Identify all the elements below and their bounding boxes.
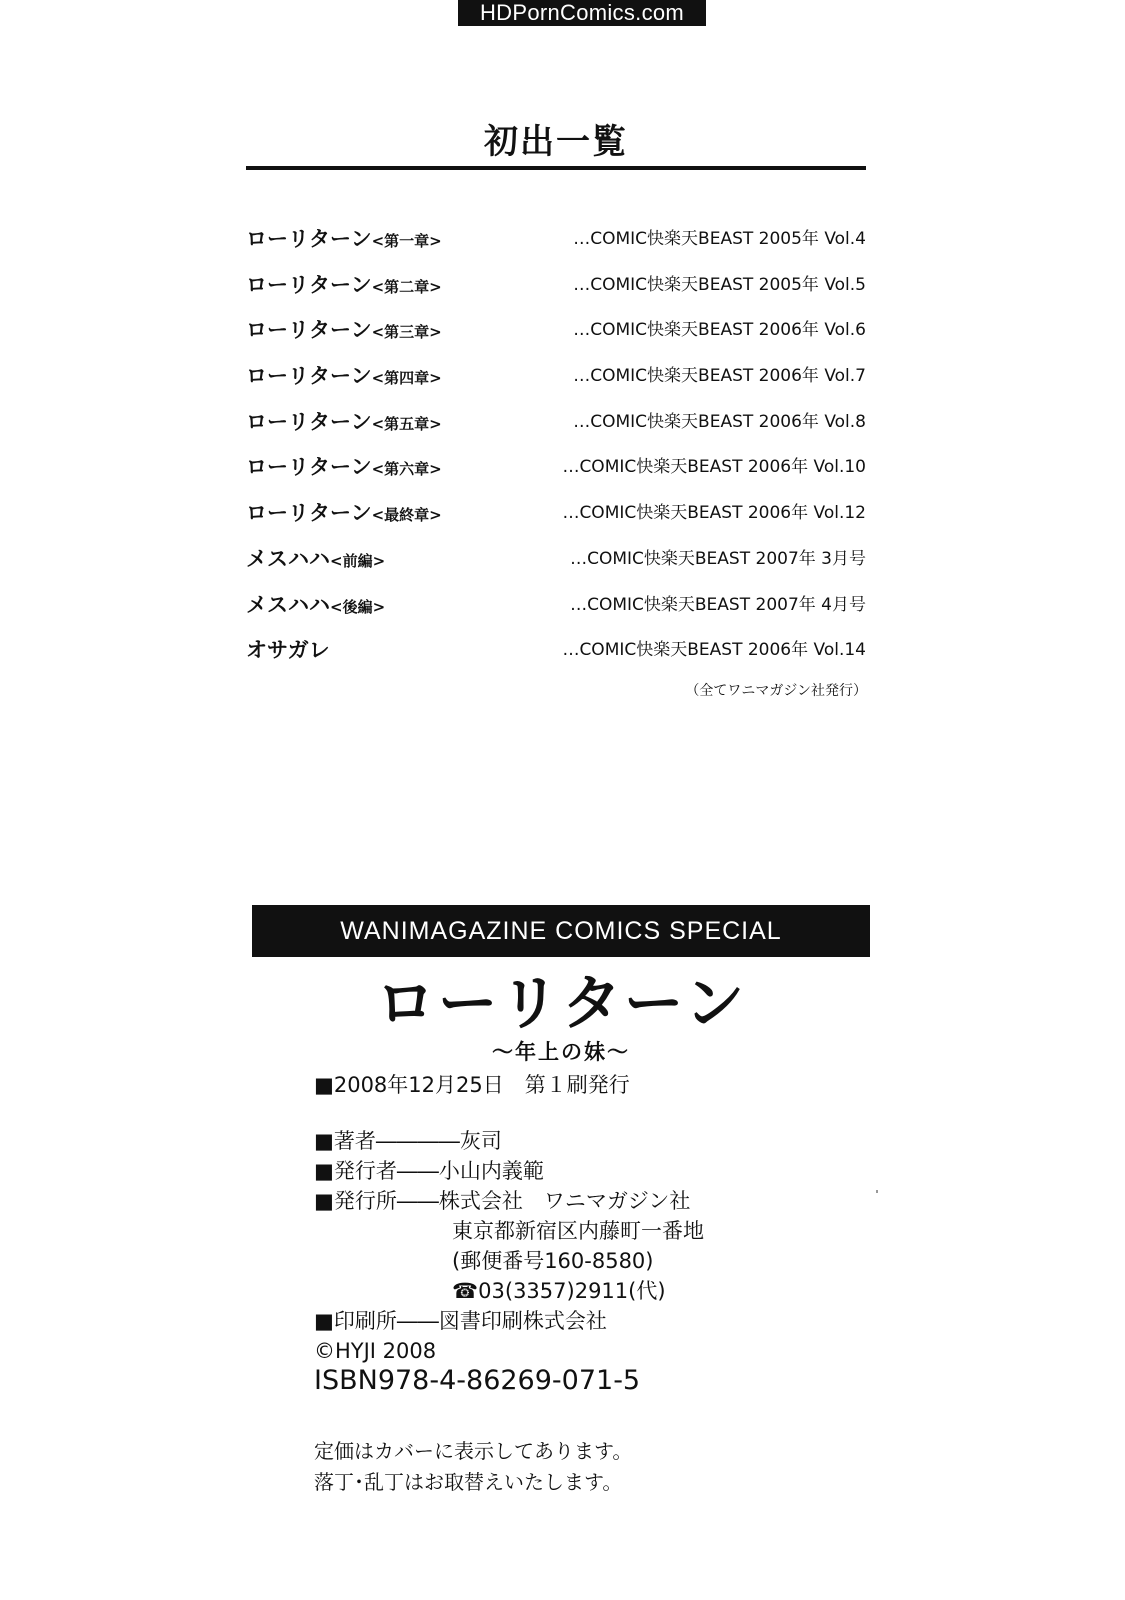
publication-date: ■2008年12月25日 第１刷発行 — [314, 1073, 630, 1097]
story-title: ローリターン<第四章> — [246, 364, 442, 389]
scan-speck — [876, 1190, 878, 1193]
list-item — [246, 452, 866, 498]
story-chapter: <第一章> — [371, 232, 442, 250]
notice-line: 落丁･乱丁はお取替えいたします。 — [314, 1470, 623, 1494]
story-source: …COMIC快楽天BEAST 2007年 4月号 — [570, 594, 866, 615]
list-item — [246, 270, 866, 316]
first-appearance-list — [246, 224, 866, 681]
printer-line: ■印刷所――図書印刷株式会社 — [314, 1309, 607, 1333]
address-line: 東京都新宿区内藤町一番地 — [452, 1219, 704, 1243]
publisher-note: （全てワニマガジン社発行） — [685, 683, 867, 699]
list-item — [246, 407, 866, 453]
story-source: …COMIC快楽天BEAST 2006年 Vol.14 — [562, 640, 866, 661]
story-chapter: <第二章> — [371, 277, 442, 296]
list-item — [246, 315, 866, 361]
publisher-company-line: ■発行所――株式会社 ワニマガジン社 — [314, 1189, 691, 1213]
story-source: …COMIC快楽天BEAST 2005年 Vol.5 — [573, 274, 866, 295]
story-chapter: <後編> — [330, 597, 386, 616]
story-chapter: <前編> — [330, 551, 386, 570]
story-chapter: <最終章> — [371, 506, 442, 525]
story-chapter: <第三章> — [371, 323, 442, 342]
book-subtitle: 〜年上の妹〜 — [492, 1040, 630, 1064]
list-item — [246, 635, 866, 681]
series-banner: WANIMAGAZINE COMICS SPECIAL — [252, 905, 870, 957]
list-item — [246, 498, 866, 544]
price-notice — [314, 1436, 632, 1498]
story-title: ローリターン<第六章> — [246, 455, 442, 480]
story-chapter: <第四章> — [371, 369, 442, 388]
story-source: …COMIC快楽天BEAST 2006年 Vol.12 — [562, 503, 866, 524]
notice-line: 定価はカバーに表示してあります。 — [314, 1439, 633, 1463]
story-title: メスハハ<前編> — [246, 546, 386, 571]
story-title: ローリターン<第三章> — [246, 318, 442, 343]
list-item — [246, 361, 866, 407]
title-underline — [246, 166, 866, 170]
story-source: …COMIC快楽天BEAST 2005年 Vol.4 — [573, 229, 866, 249]
story-source: …COMIC快楽天BEAST 2006年 Vol.10 — [562, 457, 866, 478]
author-line: ■著者――――灰司 — [314, 1129, 502, 1153]
phone-line: ☎03(3357)2911(代) — [452, 1279, 666, 1303]
watermark-banner: HDPornComics.com — [458, 0, 706, 26]
list-item — [246, 544, 866, 590]
story-title: ローリターン<第一章> — [246, 227, 442, 251]
copyright-line: ©HYJI 2008 — [314, 1339, 437, 1363]
isbn-line: ISBN978-4-86269-071-5 — [314, 1365, 641, 1396]
story-source: …COMIC快楽天BEAST 2007年 3月号 — [570, 548, 866, 569]
story-title: ローリターン<第二章> — [246, 272, 442, 297]
list-item — [246, 590, 866, 636]
publisher-person-line: ■発行者――小山内義範 — [314, 1159, 544, 1183]
story-title: ローリターン<最終章> — [246, 501, 442, 526]
book-title: ローリターン — [375, 969, 747, 1039]
list-item — [246, 224, 866, 270]
story-chapter: <第六章> — [371, 460, 442, 479]
story-source: …COMIC快楽天BEAST 2006年 Vol.7 — [573, 366, 866, 387]
section-title: 初出一覧 — [484, 122, 628, 162]
story-title: メスハハ<後編> — [246, 592, 386, 617]
story-source: …COMIC快楽天BEAST 2006年 Vol.8 — [573, 411, 866, 432]
story-title: ローリターン<第五章> — [246, 409, 442, 434]
postal-line: (郵便番号160-8580) — [452, 1249, 654, 1273]
story-title: オサガレ — [246, 638, 330, 663]
story-source: …COMIC快楽天BEAST 2006年 Vol.6 — [573, 320, 866, 341]
story-chapter: <第五章> — [371, 414, 442, 433]
